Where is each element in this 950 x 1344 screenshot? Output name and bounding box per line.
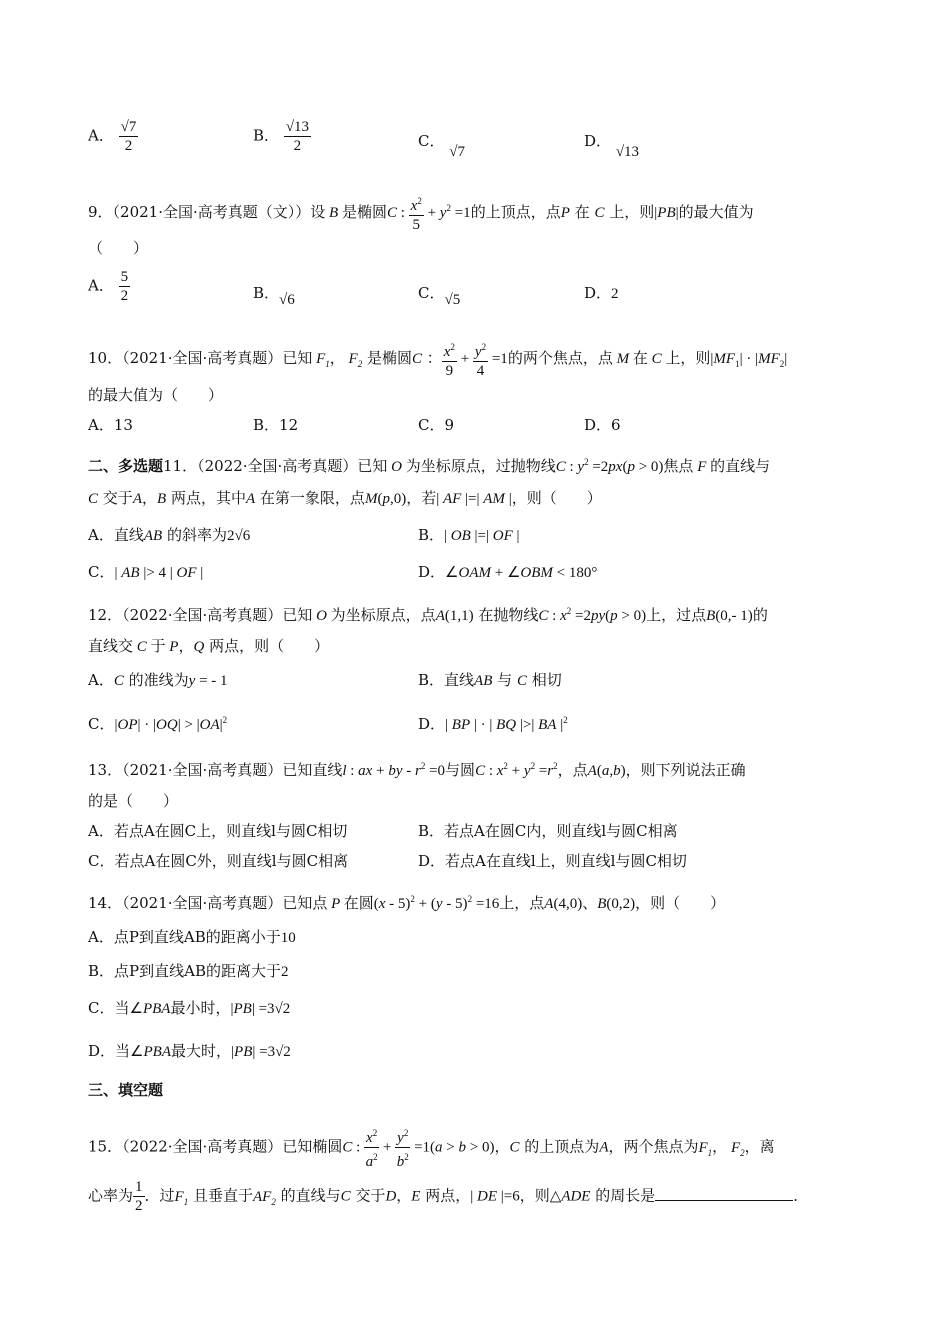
q14-option-a[interactable]: A．点P到直线AB的距离小于10 <box>88 928 296 946</box>
question-11-cont: C 交于A，B 两点，其中A 在第一象限，点M(p,0)，若| AF |=| AM |，则（ ） <box>88 489 602 507</box>
q9-option-a[interactable]: A． $\frac{5}{2}$ <box>88 269 129 304</box>
q9-option-b[interactable]: B．√6 <box>253 284 295 308</box>
q12-option-b[interactable]: B．直线AB 与 C 相切 <box>418 671 562 689</box>
answer-blank[interactable] <box>655 1186 793 1201</box>
q12-option-a[interactable]: A．C 的准线为y = - 1 <box>88 671 228 689</box>
q12-option-d[interactable]: D．| BP | · | BQ |>| BA $|^2$ <box>418 715 568 733</box>
question-9: 9．（2021·全国·高考真题（文））设 B 是椭圆C : $\frac{x^2}{5}$ + $y^2 =1$的上顶点，点P 在 C 上，则|PB|的最大值为 <box>88 192 754 234</box>
question-13-cont: 的是（ ） <box>88 792 179 810</box>
q12-option-c[interactable]: C．$|OP| \cdot |OQ| > |OA|^2$ <box>88 715 228 733</box>
q9-option-c[interactable]: C．√5 <box>418 284 461 308</box>
q13-option-b[interactable]: B．若点A在圆C内，则直线l与圆C相离 <box>418 822 678 840</box>
question-15-cont: 心率为 $\frac{1}{2}$ ．过$F_1$ 且垂直于$AF_2$ 的直线与C 交于D，E 两点，| DE |=6，则△ADE 的周长是 ． <box>88 1179 809 1214</box>
q11-option-d[interactable]: D．∠OAM + ∠OBM < 180° <box>418 563 598 581</box>
question-12-cont: 直线交 C 于 P，Q 两点，则（ ） <box>88 637 330 655</box>
question-12: 12．（2022·全国·高考真题）已知 O 为坐标原点，点A(1,1) 在抛物线C : $x^2 =2py(p > 0)$上，过点B(0,- 1)的 <box>88 606 768 624</box>
q14-option-b[interactable]: B．点P到直线AB的距离大于2 <box>88 962 289 980</box>
q10-option-d[interactable]: D．6 <box>584 416 621 434</box>
section-title-multi: 二、多选题 <box>88 457 164 475</box>
q13-option-c[interactable]: C．若点A在圆C外，则直线l与圆C相离 <box>88 852 349 870</box>
question-10-cont: 的最大值为（ ） <box>88 386 224 404</box>
q8-option-b[interactable]: B． $\frac{√13}{2}$ <box>253 119 310 154</box>
q8-option-a[interactable]: A． $\frac{√7}{2}$ <box>88 119 137 154</box>
q10-option-a[interactable]: A．13 <box>88 416 133 434</box>
q8-option-d[interactable]: D． √13 <box>584 132 640 160</box>
question-10: 10．（2021·全国·高考真题）已知 $F_1$， $F_2$ 是椭圆C ： $\frac{x^2}{9}$ + $\frac{y^2}{4}$ =1的两个焦点，点 M 在 C 上，则$|MF_1| \cdot |MF_2|$ <box>88 338 787 380</box>
q13-option-a[interactable]: A．若点A在圆C上，则直线l与圆C相切 <box>88 822 348 840</box>
q11-option-a[interactable]: A．直线AB 的斜率为2√6 <box>88 526 251 544</box>
q14-option-c[interactable]: C．当∠PBA最小时，|PB| =3√2 <box>88 999 291 1017</box>
question-11: 二、多选题11．（2022·全国·高考真题）已知 O 为坐标原点，过抛物线C : $y^2 =2px(p > 0)$焦点 F 的直线与 <box>88 457 771 475</box>
q8-option-c[interactable]: C． √7 <box>418 132 465 160</box>
q11-option-c[interactable]: C．| AB |> 4 | OF | <box>88 563 204 581</box>
q13-option-d[interactable]: D．若点A在直线l上，则直线l与圆C相切 <box>418 852 687 870</box>
question-14: 14．（2021·全国·高考真题）已知点 P 在圆(x - 5)$^2$ + (y - 5)$^2$ =16上，点A(4,0)、B(0,2)，则（ ） <box>88 894 726 912</box>
question-15: 15．（2022·全国·高考真题）已知椭圆C : $\frac{x^2}{a^2}$ + $\frac{y^2}{b^2}$ =1(a > b > 0)，C 的上顶点为A，两个焦点为$F_1$， $F_2$，离 <box>88 1124 775 1171</box>
q9-option-d[interactable]: D．2 <box>584 284 619 302</box>
question-13: 13．（2021·全国·高考真题）已知直线l : ax + by - $r^2 =0$与圆C : $x^2 + y^2 =r^2$，点A(a,b)，则下列说法正确 <box>88 761 746 779</box>
q10-option-b[interactable]: B．12 <box>253 416 299 434</box>
question-9-paren: （ ） <box>88 239 149 257</box>
section-title-fill: 三、填空题 <box>88 1081 164 1099</box>
q10-option-c[interactable]: C．9 <box>418 416 455 434</box>
q11-option-b[interactable]: B．| OB |=| OF | <box>418 526 520 544</box>
q14-option-d[interactable]: D．当∠PBA最大时，|PB| =3√2 <box>88 1042 291 1060</box>
